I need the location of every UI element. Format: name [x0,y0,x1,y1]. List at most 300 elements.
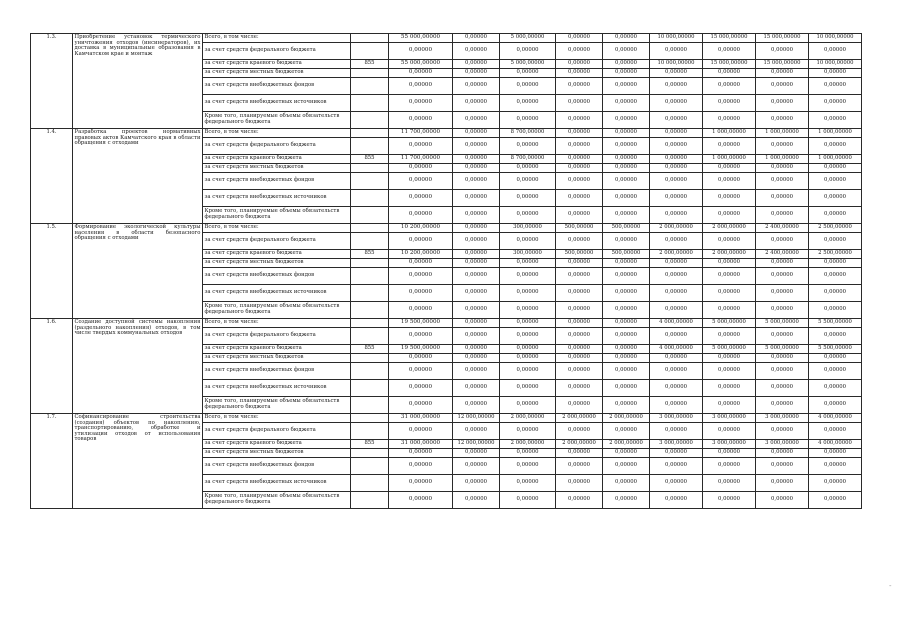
amount-cell: 0,00000 [556,458,603,475]
amount-cell: 0,00000 [756,380,809,397]
amount-cell: 5 000,00000 [500,60,556,69]
amount-cell: 2 000,00000 [556,440,603,449]
funding-source: Всего, в том числе: [203,34,351,43]
amount-cell: 5 000,00000 [500,34,556,43]
amount-cell: 0,00000 [703,380,756,397]
amount-cell: 0,00000 [703,233,756,250]
amount-cell: 0,00000 [453,328,500,345]
amount-cell: 0,00000 [556,397,603,414]
table-row [31,319,862,328]
item-number: 1.7. [31,414,73,509]
amount-cell: 19 500,00000 [389,345,453,354]
amount-cell: 0,00000 [556,319,603,328]
amount-cell: 0,00000 [389,268,453,285]
amount-cell: 0,00000 [603,69,650,78]
amount-cell: 0,00000 [500,268,556,285]
budget-code [351,328,389,345]
amount-cell: 0,00000 [650,207,703,224]
amount-cell: 0,00000 [389,95,453,112]
amount-cell: 0,00000 [556,138,603,155]
amount-cell: 0,00000 [809,475,862,492]
amount-cell: 0,00000 [809,423,862,440]
amount-cell: 5 000,00000 [756,345,809,354]
funding-source: за счет средств федерального бюджета [203,138,351,155]
amount-cell: 1 000,00000 [809,129,862,138]
amount-cell: 0,00000 [650,173,703,190]
amount-cell: 19 500,00000 [389,319,453,328]
amount-cell: 0,00000 [809,138,862,155]
item-number: 1.4. [31,129,73,224]
amount-cell: 0,00000 [556,363,603,380]
amount-cell: 0,00000 [809,397,862,414]
amount-cell: 0,00000 [756,328,809,345]
amount-cell: 0,00000 [556,129,603,138]
amount-cell: 8 700,00000 [500,155,556,164]
amount-cell: 10 000,00000 [650,34,703,43]
amount-cell: 0,00000 [603,319,650,328]
amount-cell: 0,00000 [500,43,556,60]
funding-source: Кроме того, планируемые объемы обязательств федерального бюджета [203,207,351,224]
funding-source: за счет средств внебюджетных фондов [203,268,351,285]
amount-cell: 0,00000 [603,138,650,155]
funding-source: за счет средств внебюджетных источников [203,285,351,302]
amount-cell: 3 000,00000 [756,440,809,449]
amount-cell: 10 000,00000 [650,60,703,69]
amount-cell: 0,00000 [453,95,500,112]
amount-cell: 0,00000 [556,285,603,302]
funding-source: за счет средств внебюджетных источников [203,475,351,492]
amount-cell: 0,00000 [453,268,500,285]
budget-code [351,207,389,224]
amount-cell: 2 000,00000 [500,414,556,423]
amount-cell: 0,00000 [756,423,809,440]
amount-cell: 0,00000 [703,95,756,112]
amount-cell: 8 700,00000 [500,129,556,138]
amount-cell: 0,00000 [556,78,603,95]
amount-cell: 2 000,00000 [603,414,650,423]
budget-code: 855 [351,250,389,259]
amount-cell: 0,00000 [389,423,453,440]
amount-cell: 0,00000 [603,173,650,190]
funding-source: за счет средств краевого бюджета [203,440,351,449]
amount-cell: 0,00000 [703,328,756,345]
amount-cell: 0,00000 [809,43,862,60]
amount-cell: 0,00000 [603,423,650,440]
amount-cell: 0,00000 [500,190,556,207]
amount-cell: 0,00000 [389,285,453,302]
amount-cell: 0,00000 [650,155,703,164]
amount-cell: 0,00000 [556,173,603,190]
amount-cell: 4 000,00000 [650,345,703,354]
amount-cell: 0,00000 [603,259,650,268]
amount-cell: 0,00000 [650,285,703,302]
amount-cell: 0,00000 [453,43,500,60]
funding-source: за счет средств внебюджетных фондов [203,458,351,475]
funding-source: за счет средств местных бюджетов [203,449,351,458]
amount-cell: 0,00000 [756,173,809,190]
funding-source: за счет средств краевого бюджета [203,60,351,69]
amount-cell: 0,00000 [756,475,809,492]
amount-cell: 2 000,00000 [556,414,603,423]
funding-source: за счет средств внебюджетных источников [203,380,351,397]
amount-cell: 0,00000 [603,345,650,354]
funding-source: за счет средств внебюджетных источников [203,190,351,207]
amount-cell: 0,00000 [453,449,500,458]
budget-code [351,380,389,397]
activity-name: Приобретение установок термического уничтожения отходов (инсинераторов), их доставка в муниципальные образования в Камчатском крае и монтаж [73,34,203,129]
budget-code [351,173,389,190]
budget-code [351,78,389,95]
amount-cell: 0,00000 [556,268,603,285]
amount-cell: 0,00000 [703,69,756,78]
amount-cell: 0,00000 [756,449,809,458]
amount-cell: 0,00000 [453,354,500,363]
amount-cell: 0,00000 [703,207,756,224]
amount-cell: 0,00000 [500,354,556,363]
amount-cell: 0,00000 [389,233,453,250]
amount-cell: 15 000,00000 [703,60,756,69]
amount-cell: 0,00000 [556,34,603,43]
amount-cell: 0,00000 [809,449,862,458]
amount-cell: 0,00000 [703,190,756,207]
amount-cell: 2 500,00000 [809,224,862,233]
amount-cell: 5 000,00000 [756,319,809,328]
amount-cell: 500,00000 [603,224,650,233]
amount-cell: 0,00000 [703,259,756,268]
amount-cell: 0,00000 [603,492,650,509]
amount-cell: 0,00000 [389,138,453,155]
amount-cell: 0,00000 [556,345,603,354]
amount-cell: 0,00000 [500,285,556,302]
funding-source: за счет средств местных бюджетов [203,69,351,78]
funding-source: за счет средств краевого бюджета [203,155,351,164]
amount-cell: 0,00000 [756,302,809,319]
amount-cell: 0,00000 [556,43,603,60]
amount-cell: 5 500,00000 [809,319,862,328]
amount-cell: 0,00000 [500,173,556,190]
amount-cell: 0,00000 [453,207,500,224]
amount-cell: 5 000,00000 [703,345,756,354]
amount-cell: 0,00000 [556,190,603,207]
budget-code [351,449,389,458]
funding-source: Всего, в том числе: [203,319,351,328]
amount-cell: 10 000,00000 [809,34,862,43]
amount-cell: 0,00000 [603,449,650,458]
budget-code [351,354,389,363]
amount-cell: 0,00000 [650,363,703,380]
amount-cell: 3 000,00000 [650,440,703,449]
amount-cell: 0,00000 [756,458,809,475]
amount-cell: 5 000,00000 [703,319,756,328]
activity-name: Формирование экологической культуры населения в области безопасного обращения с отходами [73,224,203,319]
amount-cell: 0,00000 [500,302,556,319]
amount-cell: 0,00000 [500,69,556,78]
amount-cell: 0,00000 [809,492,862,509]
amount-cell: 0,00000 [453,285,500,302]
amount-cell: 0,00000 [650,302,703,319]
amount-cell: 12 000,00000 [453,440,500,449]
amount-cell: 0,00000 [453,69,500,78]
amount-cell: 0,00000 [809,363,862,380]
amount-cell: 0,00000 [389,173,453,190]
amount-cell: 0,00000 [756,207,809,224]
amount-cell: 300,00000 [500,250,556,259]
amount-cell: 0,00000 [500,423,556,440]
amount-cell: 0,00000 [703,78,756,95]
budget-code [351,285,389,302]
amount-cell: 0,00000 [650,458,703,475]
budget-code [351,259,389,268]
amount-cell: 55 000,00000 [389,34,453,43]
amount-cell: 0,00000 [556,475,603,492]
budget-code [351,397,389,414]
amount-cell: 0,00000 [603,155,650,164]
amount-cell: 0,00000 [650,423,703,440]
amount-cell: 0,00000 [809,95,862,112]
funding-source: за счет средств федерального бюджета [203,423,351,440]
funding-source: Кроме того, планируемые объемы обязательств федерального бюджета [203,397,351,414]
amount-cell: 0,00000 [603,60,650,69]
amount-cell: 0,00000 [500,112,556,129]
amount-cell: 0,00000 [603,354,650,363]
amount-cell: 0,00000 [603,233,650,250]
amount-cell: 0,00000 [453,319,500,328]
amount-cell: 0,00000 [650,492,703,509]
amount-cell: 0,00000 [703,492,756,509]
amount-cell: 0,00000 [809,207,862,224]
amount-cell: 0,00000 [703,458,756,475]
amount-cell: 0,00000 [703,397,756,414]
amount-cell: 0,00000 [756,95,809,112]
funding-source: Всего, в том числе: [203,414,351,423]
amount-cell: 0,00000 [650,129,703,138]
funding-source: за счет средств федерального бюджета [203,43,351,60]
amount-cell: 0,00000 [453,164,500,173]
amount-cell: 2 500,00000 [809,250,862,259]
amount-cell: 0,00000 [389,363,453,380]
budget-code [351,268,389,285]
budget-code [351,224,389,233]
amount-cell: 0,00000 [603,129,650,138]
amount-cell: 1 000,00000 [756,155,809,164]
amount-cell: 0,00000 [453,458,500,475]
amount-cell: 0,00000 [703,302,756,319]
amount-cell: 2 000,00000 [650,250,703,259]
amount-cell: 0,00000 [650,354,703,363]
amount-cell: 0,00000 [453,60,500,69]
budget-code [351,112,389,129]
table-row [31,414,862,423]
amount-cell: 0,00000 [500,328,556,345]
amount-cell: 0,00000 [389,492,453,509]
amount-cell: 1 000,00000 [703,155,756,164]
amount-cell: 1 000,00000 [756,129,809,138]
amount-cell: 2 000,00000 [603,440,650,449]
amount-cell: 0,00000 [389,302,453,319]
amount-cell: 0,00000 [809,190,862,207]
amount-cell: 3 000,00000 [703,440,756,449]
amount-cell: 0,00000 [756,268,809,285]
funding-source: за счет средств местных бюджетов [203,259,351,268]
amount-cell: 0,00000 [650,190,703,207]
amount-cell: 0,00000 [556,233,603,250]
amount-cell: 0,00000 [556,492,603,509]
amount-cell: 0,00000 [809,78,862,95]
amount-cell: 0,00000 [650,259,703,268]
amount-cell: 0,00000 [453,173,500,190]
amount-cell: 0,00000 [389,207,453,224]
amount-cell: 5 500,00000 [809,345,862,354]
funding-source: за счет средств местных бюджетов [203,354,351,363]
amount-cell: 0,00000 [389,78,453,95]
amount-cell: 0,00000 [453,397,500,414]
amount-cell: 0,00000 [703,268,756,285]
funding-source: Кроме того, планируемые объемы обязательств федерального бюджета [203,492,351,509]
funding-source: Всего, в том числе: [203,129,351,138]
amount-cell: 0,00000 [756,363,809,380]
amount-cell: 0,00000 [453,345,500,354]
amount-cell: 0,00000 [603,34,650,43]
amount-cell: 0,00000 [556,449,603,458]
funding-source: за счет средств федерального бюджета [203,233,351,250]
amount-cell: 2 400,00000 [756,250,809,259]
amount-cell: 1 000,00000 [809,155,862,164]
amount-cell: 0,00000 [809,233,862,250]
budget-code [351,138,389,155]
amount-cell: 0,00000 [453,155,500,164]
budget-code [351,164,389,173]
amount-cell: 0,00000 [809,268,862,285]
budget-code [351,475,389,492]
amount-cell: 0,00000 [389,259,453,268]
amount-cell: 0,00000 [453,224,500,233]
amount-cell: 0,00000 [389,458,453,475]
amount-cell: 0,00000 [650,449,703,458]
amount-cell: 0,00000 [603,328,650,345]
amount-cell: 0,00000 [556,155,603,164]
budget-code [351,492,389,509]
amount-cell: 0,00000 [556,207,603,224]
amount-cell: 3 000,00000 [756,414,809,423]
amount-cell: 0,00000 [453,78,500,95]
amount-cell: 0,00000 [500,397,556,414]
amount-cell: 0,00000 [603,112,650,129]
budget-code [351,414,389,423]
amount-cell: 0,00000 [603,207,650,224]
amount-cell: 15 000,00000 [703,34,756,43]
table-row [31,224,862,233]
amount-cell: 0,00000 [556,60,603,69]
amount-cell: 0,00000 [703,164,756,173]
amount-cell: 0,00000 [500,78,556,95]
amount-cell: 0,00000 [500,449,556,458]
amount-cell: 0,00000 [703,475,756,492]
amount-cell: 0,00000 [703,423,756,440]
amount-cell: 0,00000 [703,363,756,380]
budget-code [351,34,389,43]
amount-cell: 0,00000 [500,138,556,155]
amount-cell: 0,00000 [756,164,809,173]
amount-cell: 2 000,00000 [500,440,556,449]
amount-cell: 0,00000 [389,449,453,458]
amount-cell: 0,00000 [650,380,703,397]
funding-source: за счет средств внебюджетных фондов [203,78,351,95]
amount-cell: 1 000,00000 [703,129,756,138]
amount-cell: 15 000,00000 [756,34,809,43]
amount-cell: 0,00000 [453,302,500,319]
amount-cell: 0,00000 [603,363,650,380]
financing-table [30,33,862,509]
table-row [31,129,862,138]
budget-code [351,458,389,475]
amount-cell: 0,00000 [603,43,650,60]
amount-cell: 0,00000 [650,112,703,129]
amount-cell: 0,00000 [756,69,809,78]
amount-cell: 31 000,00000 [389,440,453,449]
amount-cell: 0,00000 [389,69,453,78]
amount-cell: 0,00000 [756,112,809,129]
amount-cell: 0,00000 [500,475,556,492]
amount-cell: 0,00000 [703,285,756,302]
amount-cell: 0,00000 [453,475,500,492]
amount-cell: 0,00000 [603,380,650,397]
budget-code [351,69,389,78]
amount-cell: 0,00000 [703,449,756,458]
amount-cell: 0,00000 [453,363,500,380]
amount-cell: 0,00000 [603,458,650,475]
amount-cell: 0,00000 [500,458,556,475]
amount-cell: 12 000,00000 [453,414,500,423]
amount-cell: 0,00000 [650,164,703,173]
budget-code [351,233,389,250]
amount-cell: 0,00000 [603,302,650,319]
amount-cell: 0,00000 [389,164,453,173]
amount-cell: 0,00000 [389,380,453,397]
amount-cell: 0,00000 [703,112,756,129]
budget-code [351,423,389,440]
amount-cell: 4 000,00000 [650,319,703,328]
amount-cell: 0,00000 [809,328,862,345]
amount-cell: 0,00000 [556,69,603,78]
item-number: 1.6. [31,319,73,414]
amount-cell: 0,00000 [650,78,703,95]
amount-cell: 0,00000 [809,458,862,475]
amount-cell: 0,00000 [756,492,809,509]
amount-cell: 11 700,00000 [389,129,453,138]
amount-cell: 0,00000 [809,173,862,190]
budget-code [351,190,389,207]
amount-cell: 0,00000 [650,43,703,60]
amount-cell: 0,00000 [500,345,556,354]
amount-cell: 0,00000 [389,354,453,363]
budget-code [351,319,389,328]
amount-cell: 0,00000 [500,492,556,509]
amount-cell: 0,00000 [756,43,809,60]
amount-cell: 0,00000 [603,78,650,95]
amount-cell: 0,00000 [809,259,862,268]
amount-cell: 0,00000 [703,354,756,363]
amount-cell: 0,00000 [500,207,556,224]
funding-source: за счет средств внебюджетных источников [203,95,351,112]
amount-cell: 0,00000 [809,112,862,129]
budget-code [351,302,389,319]
amount-cell: 10 200,00000 [389,250,453,259]
funding-source: за счет средств краевого бюджета [203,250,351,259]
amount-cell: 0,00000 [453,250,500,259]
activity-name: Разработка проектов нормативных правовых актов Камчатского края в области обращения с отходами [73,129,203,224]
amount-cell: 0,00000 [809,285,862,302]
amount-cell: 11 700,00000 [389,155,453,164]
